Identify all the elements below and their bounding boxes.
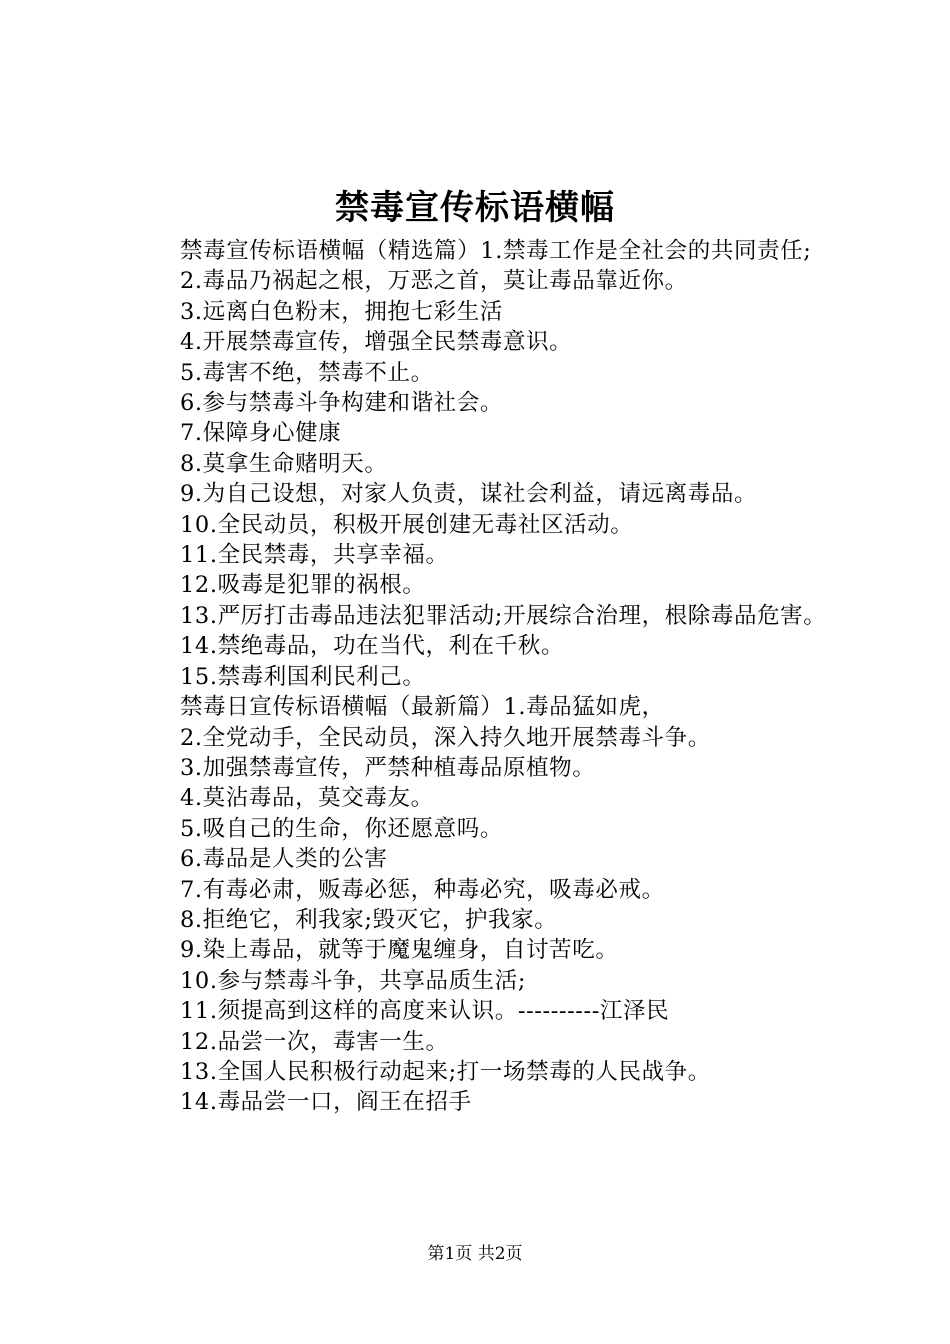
page-footer: 第1页 共2页 [427,1244,523,1264]
document-title: 禁毒宣传标语横幅 [335,188,615,228]
paragraph: 13.全国人民积极行动起来;打一场禁毒的人民战争。 [180,1058,711,1085]
paragraph: 6.参与禁毒斗争构建和谐社会。 [180,390,503,417]
paragraph: 14.毒品尝一口，阎王在招手 [180,1089,472,1116]
document-body [128,236,840,1118]
paragraph: 3.远离白色粉末，拥抱七彩生活 [180,298,503,325]
paragraph: 9.染上毒品，就等于魔鬼缠身，自讨苦吃。 [180,937,619,964]
paragraph: 11.须提高到这样的高度来认识。----------江泽民 [180,998,670,1025]
paragraph: 4.开展禁毒宣传，增强全民禁毒意识。 [180,329,573,356]
paragraph: 9.为自己设想，对家人负责，谋社会利益，请远离毒品。 [180,481,758,508]
paragraph: 15.禁毒利国利民利己。 [180,663,426,690]
paragraph: 8.拒绝它，利我家;毁灭它，护我家。 [180,906,558,933]
paragraph: 3.加强禁毒宣传，严禁种植毒品原植物。 [180,754,596,781]
paragraph: 12.品尝一次，毒害一生。 [180,1028,449,1055]
paragraph: 7.有毒必肃，贩毒必惩，种毒必究，吸毒必戒。 [180,876,665,903]
paragraph: 10.参与禁毒斗争，共享品质生活; [180,967,527,994]
paragraph: 4.莫沾毒品，莫交毒友。 [180,785,434,812]
paragraph: 12.吸毒是犯罪的祸根。 [180,572,426,599]
paragraph: 14.禁绝毒品，功在当代，利在千秋。 [180,633,565,660]
paragraph: 11.全民禁毒，共享幸福。 [180,542,449,569]
paragraph: 6.毒品是人类的公害 [180,846,388,873]
paragraph: 7.保障身心健康 [180,420,342,447]
paragraph: 禁毒宣传标语横幅（精选篇）1.禁毒工作是全社会的共同责任; [180,238,812,264]
paragraph: 8.莫拿生命赌明天。 [180,450,388,477]
paragraph: 2.毒品乃祸起之根，万恶之首，莫让毒品靠近你。 [180,268,688,295]
paragraph: 禁毒日宣传标语横幅（最新篇）1.毒品猛如虎， [180,694,665,721]
paragraph: 5.吸自己的生命，你还愿意吗。 [180,815,503,842]
paragraph: 2.全党动手，全民动员，深入持久地开展禁毒斗争。 [180,724,711,751]
paragraph: 5.毒害不绝，禁毒不止。 [180,359,434,386]
paragraph: 13.严厉打击毒品违法犯罪活动;开展综合治理，根除毒品危害。 [180,602,827,629]
paragraph: 10.全民动员，积极开展创建无毒社区活动。 [180,511,634,538]
